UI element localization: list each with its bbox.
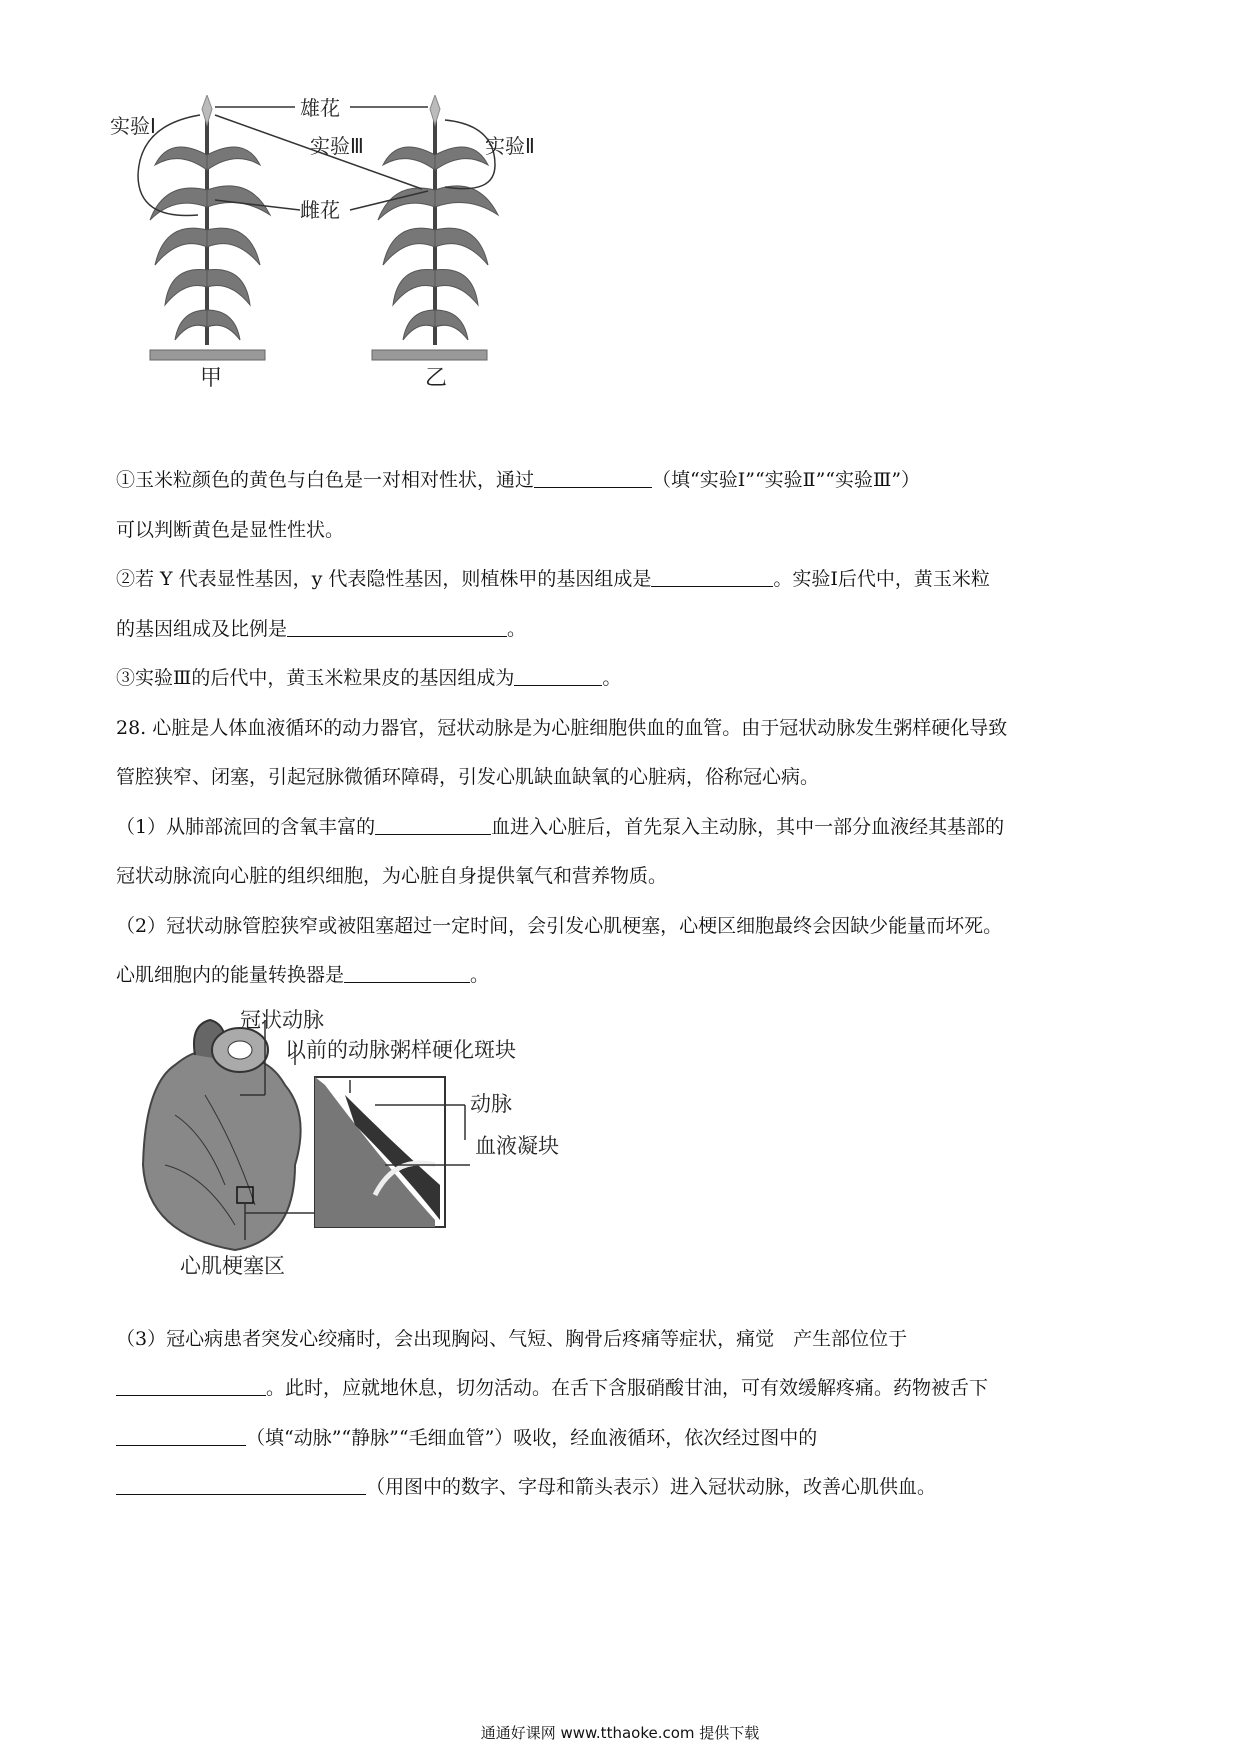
q28-sub3-line3: （填“动脉”“静脉”“毛细血管”）吸收，经血液循环，依次经过图中的 — [116, 1426, 817, 1450]
experiment-3-label: 实验Ⅲ — [310, 134, 364, 158]
q28-sub1-line1: （1）从肺部流回的含氧丰富的 血进入心脏后，首先泵入主动脉，其中一部分血液经其基部的 — [116, 816, 1005, 838]
answer-blank[interactable] — [375, 816, 491, 835]
q28-sub3-line1: （3）冠心病患者突发心绞痛时，会出现胸闷、气短、胸骨后疼痛等症状，痛觉 产生部位位于 — [116, 1328, 908, 1350]
corn-plant-b — [372, 95, 498, 360]
answer-blank[interactable] — [534, 469, 652, 488]
q28-intro-line2: 管腔狭窄、闭塞，引起冠脉微循环障碍，引发心肌缺血缺氧的心脏病，俗称冠心病。 — [116, 766, 820, 788]
q28-sub3-line4: （用图中的数字、字母和箭头表示）进入冠状动脉，改善心肌供血。 — [116, 1475, 936, 1499]
q27-part1-line2: 可以判断黄色是显性性状。 — [116, 519, 345, 541]
q28-sub1-line2: 冠状动脉流向心脏的组织细胞，为心脏自身提供氧气和营养物质。 — [116, 865, 668, 887]
q27-part2-line1: ②若 Y 代表显性基因，y 代表隐性基因，则植株甲的基因组成是 。实验Ⅰ后代中，黄玉米粒 — [116, 568, 990, 590]
female-flower-label: 雌花 — [300, 198, 340, 222]
plant-a-label: 甲 — [200, 366, 223, 391]
answer-blank[interactable] — [344, 964, 470, 983]
artery-label: 动脉 — [470, 1092, 512, 1116]
answer-blank[interactable] — [287, 618, 507, 637]
q27-part2-line2: 的基因组成及比例是 。 — [116, 618, 527, 640]
coronary-artery-label: 冠状动脉 — [240, 1008, 324, 1032]
plaque-label: 以前的动脉粥样硬化斑块 — [285, 1038, 516, 1062]
plant-b-label: 乙 — [425, 366, 448, 391]
clot-label: 血液凝块 — [475, 1134, 559, 1158]
corn-experiment-figure — [110, 95, 630, 440]
answer-blank[interactable] — [651, 568, 773, 587]
q27-part1-line1: ①玉米粒颜色的黄色与白色是一对相对性状，通过 （填“实验Ⅰ”“实验Ⅱ”“实验Ⅲ”） — [116, 469, 921, 491]
experiment-1-label: 实验Ⅰ — [110, 114, 156, 138]
heart-figure — [135, 1005, 655, 1295]
artery-inset — [315, 1077, 445, 1227]
answer-blank[interactable] — [116, 1377, 266, 1396]
q27-part3: ③实验Ⅲ的后代中，黄玉米粒果皮的基因组成为 。 — [116, 667, 622, 689]
male-flower-label: 雄花 — [300, 96, 340, 120]
q28-sub2-line2: 心肌细胞内的能量转换器是 。 — [116, 964, 490, 986]
infarct-label: 心肌梗塞区 — [180, 1254, 285, 1278]
answer-blank[interactable] — [116, 1476, 366, 1495]
corn-plant-a — [150, 95, 270, 360]
experiment-2-label: 实验Ⅱ — [485, 134, 535, 158]
q28-intro-line1: 28. 心脏是人体血液循环的动力器官，冠状动脉是为心脏细胞供血的血管。由于冠状动脉发生粥样硬化导致 — [116, 717, 1008, 739]
answer-blank[interactable] — [116, 1427, 246, 1446]
q28-sub3-line2: 。此时，应就地休息，切勿活动。在舌下含服硝酸甘油，可有效缓解疼痛。药物被舌下 — [116, 1376, 988, 1400]
answer-blank[interactable] — [514, 667, 602, 686]
q28-sub2-line1: （2）冠状动脉管腔狭窄或被阻塞超过一定时间，会引发心肌梗塞，心梗区细胞最终会因缺少能量而坏死。 — [116, 915, 1003, 937]
heart-image — [143, 1020, 301, 1250]
page-footer: 通通好课网 www.tthaoke.com 提供下载 — [480, 1724, 760, 1742]
